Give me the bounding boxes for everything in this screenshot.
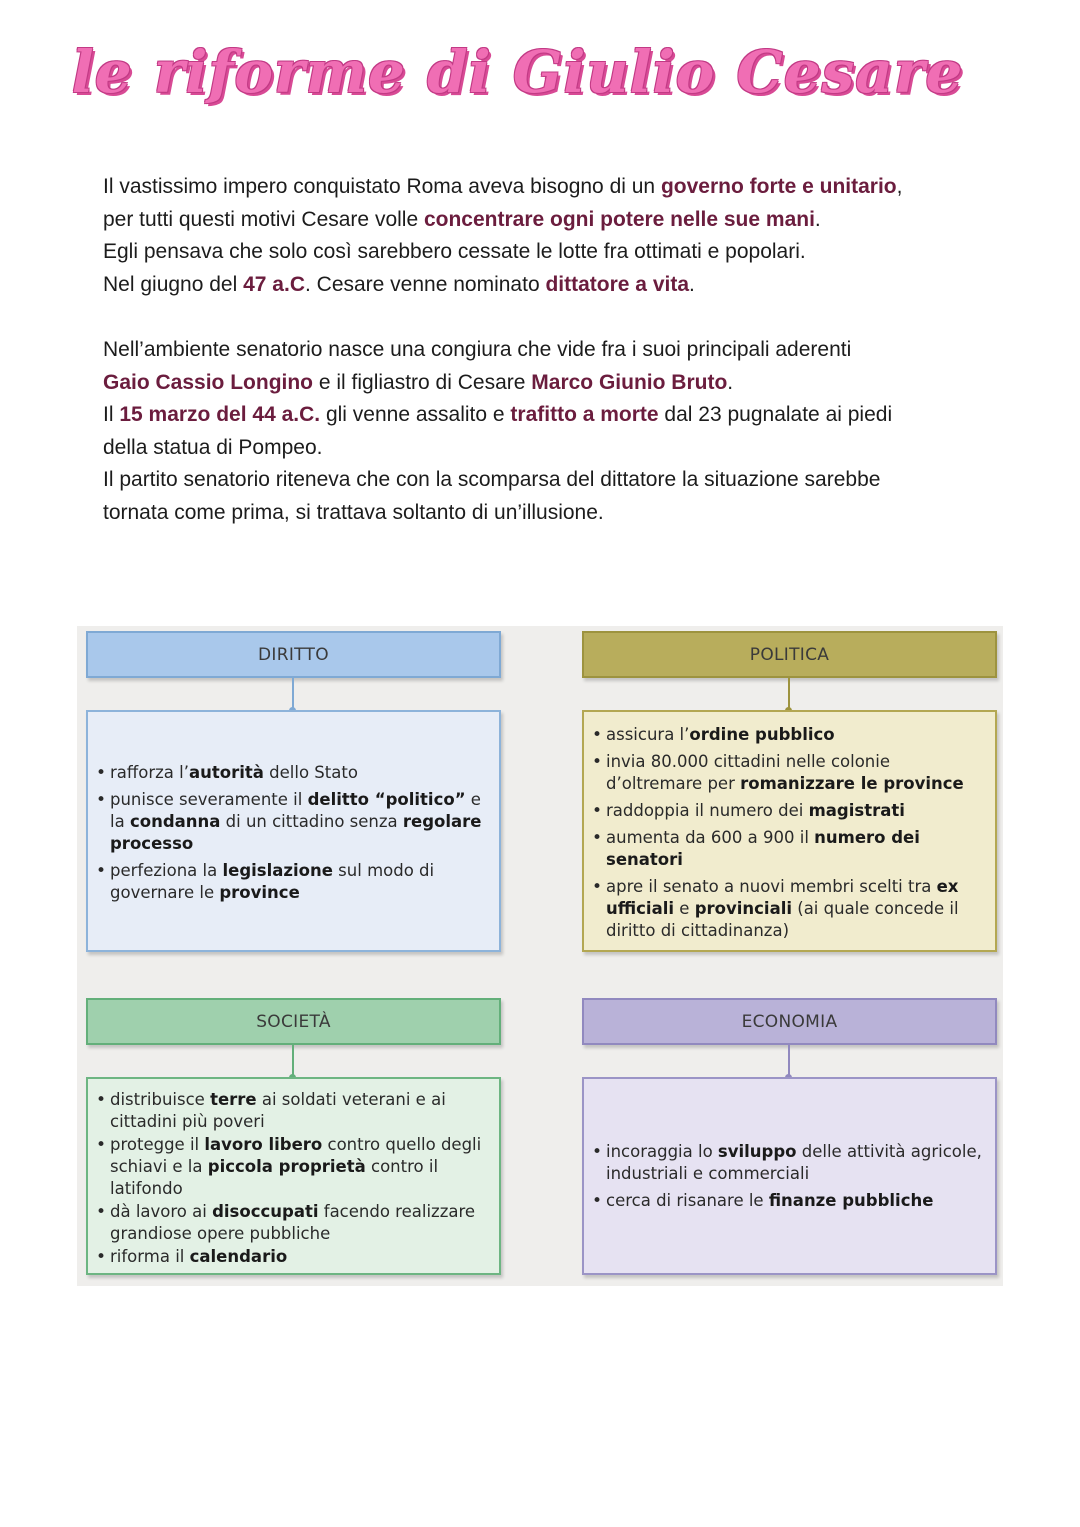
list-item: • assicura l’ordine pubblico xyxy=(592,724,989,746)
list-item: • aumenta da 600 a 900 il numero dei senatori xyxy=(592,827,989,871)
economia-connector xyxy=(788,1045,790,1077)
diritto-connector xyxy=(292,678,294,710)
economia-box xyxy=(582,1077,997,1275)
economia-heading: ECONOMIA xyxy=(582,998,997,1045)
list-item: • perfeziona la legislazione sul modo di governare le province xyxy=(96,860,493,904)
highlight: trafitto a morte xyxy=(510,403,659,426)
societa-box xyxy=(86,1077,501,1275)
list-item: • punisce severamente il delitto “politico” e la condanna di un cittadino senza regolare processo xyxy=(96,789,493,855)
highlight: concentrare ogni potere nelle sue mani xyxy=(423,207,815,231)
list-item: • cerca di risanare le finanze pubbliche xyxy=(592,1190,989,1212)
societa-heading: SOCIETÀ xyxy=(86,998,501,1045)
congiura-line-5: Il partito senatorio riteneva che con la scomparsa del dittatore la situazione sarebbe xyxy=(103,468,881,491)
list-item: • protegge il lavoro libero contro quello degli schiavi e la piccola proprietà contro il latifondo xyxy=(96,1134,493,1200)
congiura-paragraph xyxy=(103,334,1003,529)
congiura-line-4: della statua di Pompeo. xyxy=(103,435,323,459)
societa-list xyxy=(96,1089,493,1268)
list-item: • rafforza l’autorità dello Stato xyxy=(96,762,493,784)
highlight: dittatore a vita xyxy=(545,272,690,296)
list-item: • riforma il calendario xyxy=(96,1246,493,1268)
diritto-heading: DIRITTO xyxy=(86,631,501,678)
list-item: • dà lavoro ai disoccupati facendo realizzare grandiose opere pubbliche xyxy=(96,1201,493,1245)
highlight: Gaio Cassio Longino xyxy=(103,370,314,394)
politica-heading: POLITICA xyxy=(582,631,997,678)
politica-connector xyxy=(788,678,790,710)
intro-line-1: Il vastissimo impero conquistato Roma aveva bisogno di un governo forte e unitario, xyxy=(103,175,903,198)
list-item: • incoraggia lo sviluppo delle attività agricole, industriali e commerciali xyxy=(592,1141,989,1185)
list-item: • invia 80.000 cittadini nelle colonie d’oltremare per romanizzare le province xyxy=(592,751,989,795)
highlight: 15 marzo del 44 a.C. xyxy=(119,403,321,426)
politica-list xyxy=(592,724,989,942)
economia-list xyxy=(592,1141,989,1212)
diritto-list xyxy=(96,762,493,904)
intro-line-3: Egli pensava che solo così sarebbero cessate le lotte fra ottimati e popolari. xyxy=(103,240,806,263)
highlight: governo forte e unitario xyxy=(660,175,897,198)
list-item: • distribuisce terre ai soldati veterani e ai cittadini più poveri xyxy=(96,1089,493,1133)
highlight: Marco Giunio Bruto xyxy=(531,370,728,394)
politica-box xyxy=(582,710,997,952)
congiura-line-6: tornata come prima, si trattava soltanto di un’illusione. xyxy=(103,500,604,524)
congiura-line-2: Gaio Cassio Longino e il figliastro di Cesare Marco Giunio Bruto. xyxy=(103,370,734,394)
intro-line-4: Nel giugno del 47 a.C. Cesare venne nominato dittatore a vita. xyxy=(103,272,695,296)
societa-connector xyxy=(292,1045,294,1077)
intro-paragraph xyxy=(103,171,1003,301)
list-item: • raddoppia il numero dei magistrati xyxy=(592,800,989,822)
page-title: le riforme di Giulio Cesare xyxy=(71,38,964,106)
reforms-diagram xyxy=(77,626,1003,1286)
list-item: • apre il senato a nuovi membri scelti tra ex ufficiali e provinciali (ai quale concede il diritto di cittadinanza) xyxy=(592,876,989,942)
highlight: 47 a.C xyxy=(243,272,305,296)
congiura-line-1: Nell’ambiente senatorio nasce una congiura che vide fra i suoi principali aderenti xyxy=(103,338,852,361)
congiura-line-3: Il 15 marzo del 44 a.C. gli venne assalito e trafitto a morte dal 23 pugnalate ai piedi xyxy=(103,403,893,426)
diritto-box xyxy=(86,710,501,952)
intro-line-2: per tutti questi motivi Cesare volle concentrare ogni potere nelle sue mani. xyxy=(103,207,821,231)
